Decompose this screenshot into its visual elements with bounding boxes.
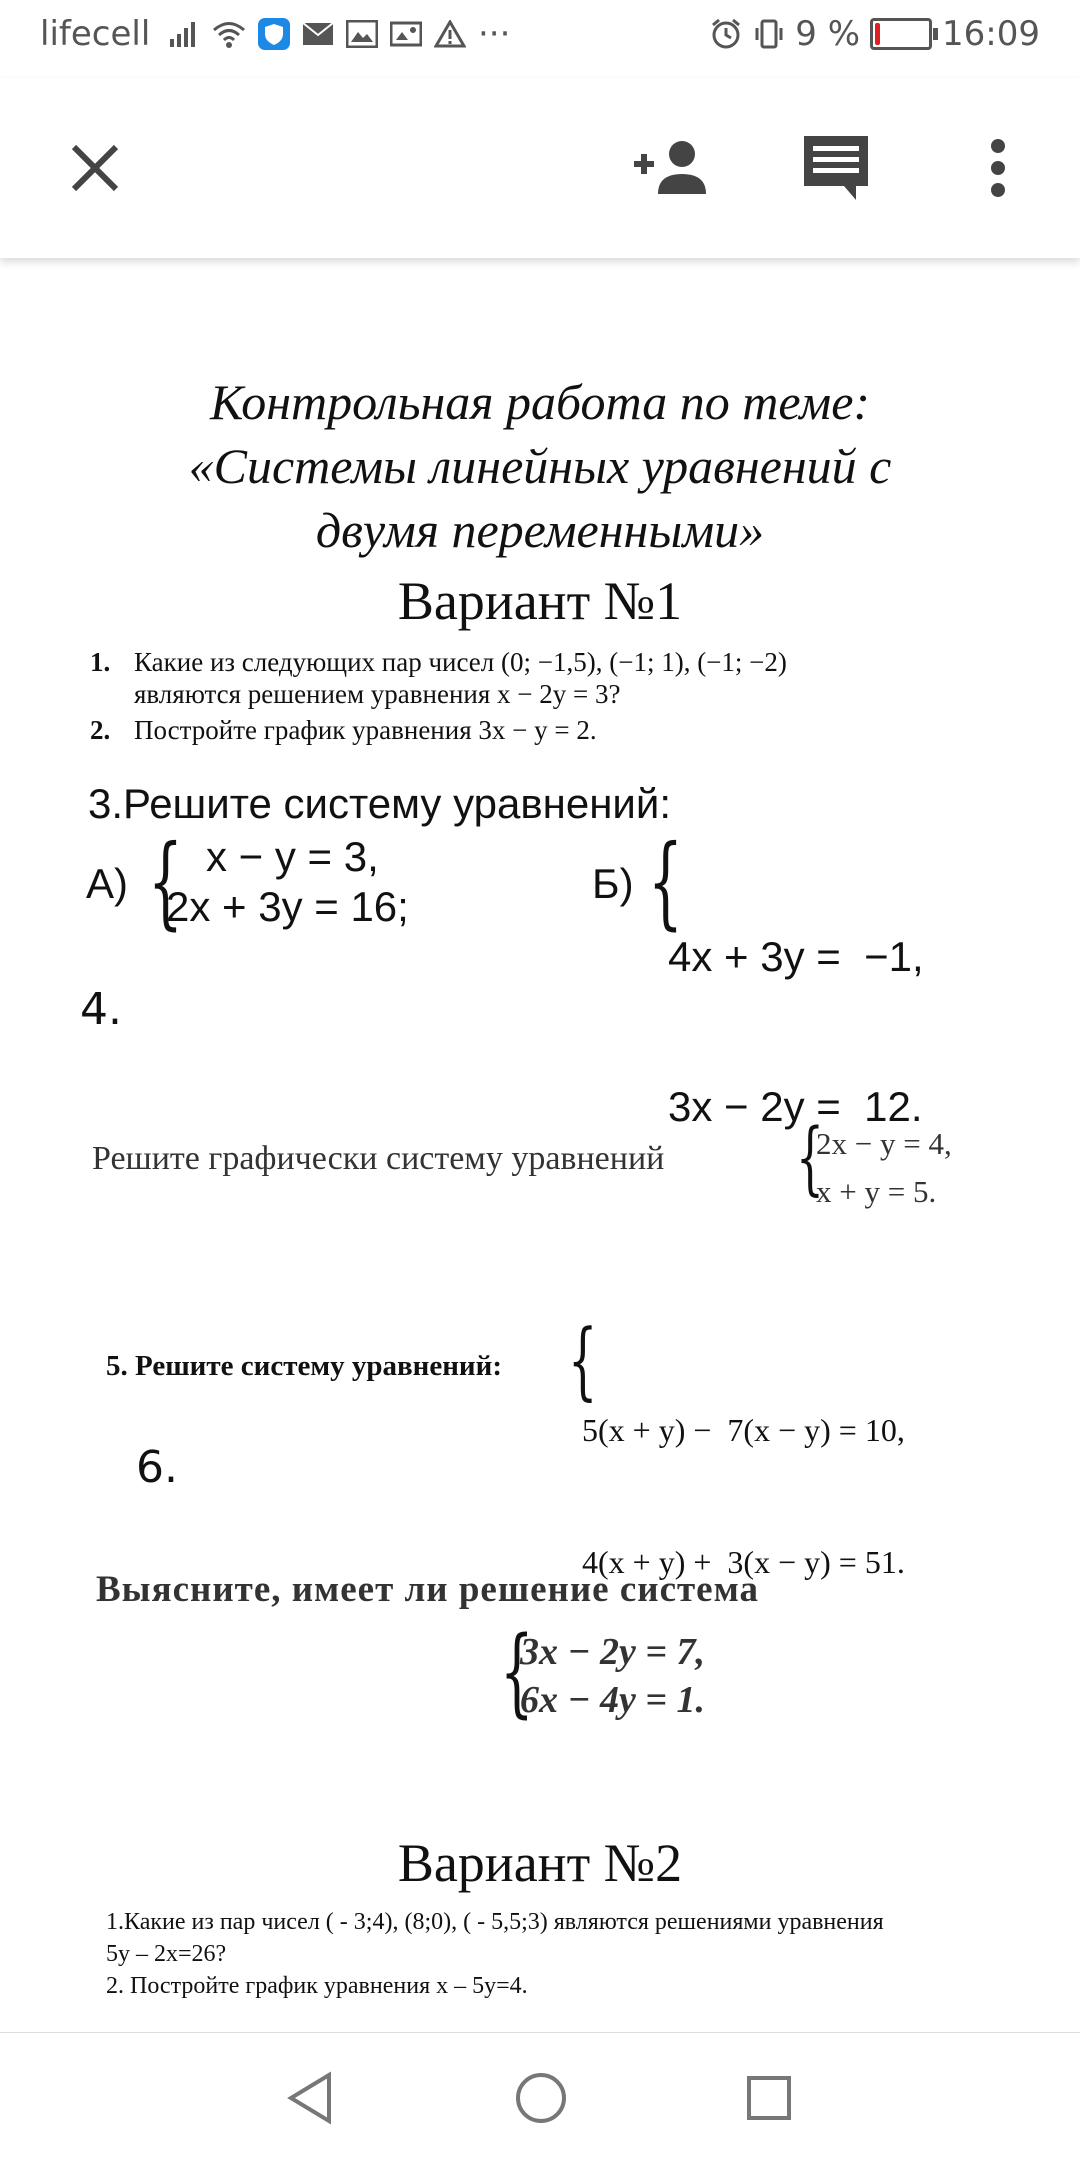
title-line-3: двумя переменными»: [315, 502, 765, 558]
question-6-number: 6.: [136, 1442, 178, 1493]
q3-b-brace: {: [648, 823, 683, 940]
alarm-icon: [709, 17, 743, 51]
comment-button[interactable]: [786, 118, 886, 218]
q3-a-brace: {: [148, 823, 183, 940]
q3-b-label: Б): [592, 860, 634, 907]
q2-number: 2.: [90, 715, 111, 745]
battery-icon: [870, 18, 932, 50]
vibrate-icon: [753, 18, 785, 50]
warning-icon: [434, 20, 466, 48]
image-icon: [390, 20, 422, 48]
clock: 16:09: [942, 14, 1040, 54]
q6-eq-2: 6x − 4y = 1.: [520, 1679, 706, 1721]
q5-brace: {: [568, 1311, 598, 1409]
q1-line-2: являются решением уравнения x − 2y = 3?: [134, 679, 621, 709]
v2-q2: 2. Постройте график уравнения x – 5y=4.: [106, 1973, 528, 1999]
q4-eq-1: 2x − y = 4,: [816, 1126, 952, 1161]
q1-number: 1.: [90, 647, 111, 677]
v2-q1-line-2: 5y – 2x=26?: [106, 1941, 227, 1967]
close-button[interactable]: [45, 118, 145, 218]
q3-a-eq-2: 2x + 3y = 16;: [166, 883, 409, 930]
notification-icons: [170, 14, 510, 54]
mail-icon: [302, 21, 334, 47]
question-6-text: Выясните, имеет ли решение система: [96, 1569, 760, 1610]
recents-square-icon: [745, 2074, 793, 2122]
variant-1-heading: Вариант №1: [397, 571, 683, 631]
q6-eq-1: 3x − 2y = 7,: [520, 1631, 706, 1673]
battery-percent: 9 %: [795, 14, 861, 54]
q5-eq-2: 4(x + y) + 3(x − y) = 51.: [582, 1544, 905, 1580]
q4-brace: {: [796, 1111, 824, 1204]
status-right: [709, 14, 1040, 54]
q3-a-label: А): [86, 860, 128, 907]
title-line-2: «Системы линейных уравнений с: [188, 438, 892, 494]
comment-icon: [801, 133, 871, 203]
recents-button[interactable]: [734, 2063, 804, 2133]
signal-icon: [170, 21, 200, 47]
question-4-number: 4.: [80, 984, 122, 1035]
q4-system: [816, 1120, 952, 1216]
q2-text: Постройте график уравнения 3x − y = 2.: [134, 715, 597, 745]
system-nav-bar: [0, 2032, 1080, 2161]
q5-eq-1: 5(x + y) − 7(x − y) = 10,: [582, 1412, 905, 1448]
question-5-label: 5. Решите систему уравнений:: [106, 1350, 502, 1382]
title-line-1: Контрольная работа по теме:: [209, 374, 871, 430]
home-circle-icon: [514, 2071, 568, 2125]
q3-a-eq-1: x − y = 3,: [206, 833, 379, 880]
battery-level: [875, 23, 880, 45]
more-vert-icon: [988, 138, 1008, 198]
shield-app-icon: [258, 18, 290, 50]
q3-a-system: [166, 832, 409, 932]
gallery-icon: [346, 20, 378, 48]
more-options-button[interactable]: [948, 118, 1048, 218]
back-button[interactable]: [275, 2063, 345, 2133]
q1-line-1: Какие из следующих пар чисел (0; −1,5), (−1; 1), (−1; −2): [134, 647, 787, 677]
question-2: [90, 714, 597, 746]
app-bar: [0, 78, 1080, 258]
document-title: [0, 370, 1080, 562]
back-triangle-icon: [285, 2071, 335, 2125]
home-button[interactable]: [506, 2063, 576, 2133]
q4-eq-2: x + y = 5.: [816, 1174, 937, 1209]
document-view[interactable]: [0, 262, 1080, 2032]
wifi-icon: [212, 20, 246, 48]
variant-2-heading: Вариант №2: [397, 1833, 683, 1893]
q6-system: [520, 1628, 705, 1724]
q6-brace: {: [500, 1616, 534, 1728]
carrier-name: lifecell: [40, 14, 151, 54]
more-notifications-icon: ···: [478, 14, 511, 54]
q5-system: [582, 1320, 905, 1672]
question-1: [90, 646, 787, 710]
add-person-button[interactable]: [622, 118, 722, 218]
q3-b-eq-1: 4x + 3y = −1,: [668, 933, 924, 980]
close-icon: [70, 143, 120, 193]
question-4-text: Решите графически систему уравнений: [92, 1140, 665, 1177]
question-3-heading: 3.Решите систему уравнений:: [88, 780, 671, 827]
variant-2-questions: [106, 1906, 884, 2002]
add-person-icon: [632, 138, 712, 198]
status-bar: [0, 0, 1080, 78]
v2-q1-line-1: 1.Какие из пар чисел ( - 3;4), (8;0), ( - 5,5;3) являются решениями уравнения: [106, 1909, 884, 1935]
q3-b-eq-2: 3x − 2y = 12.: [668, 1083, 923, 1130]
